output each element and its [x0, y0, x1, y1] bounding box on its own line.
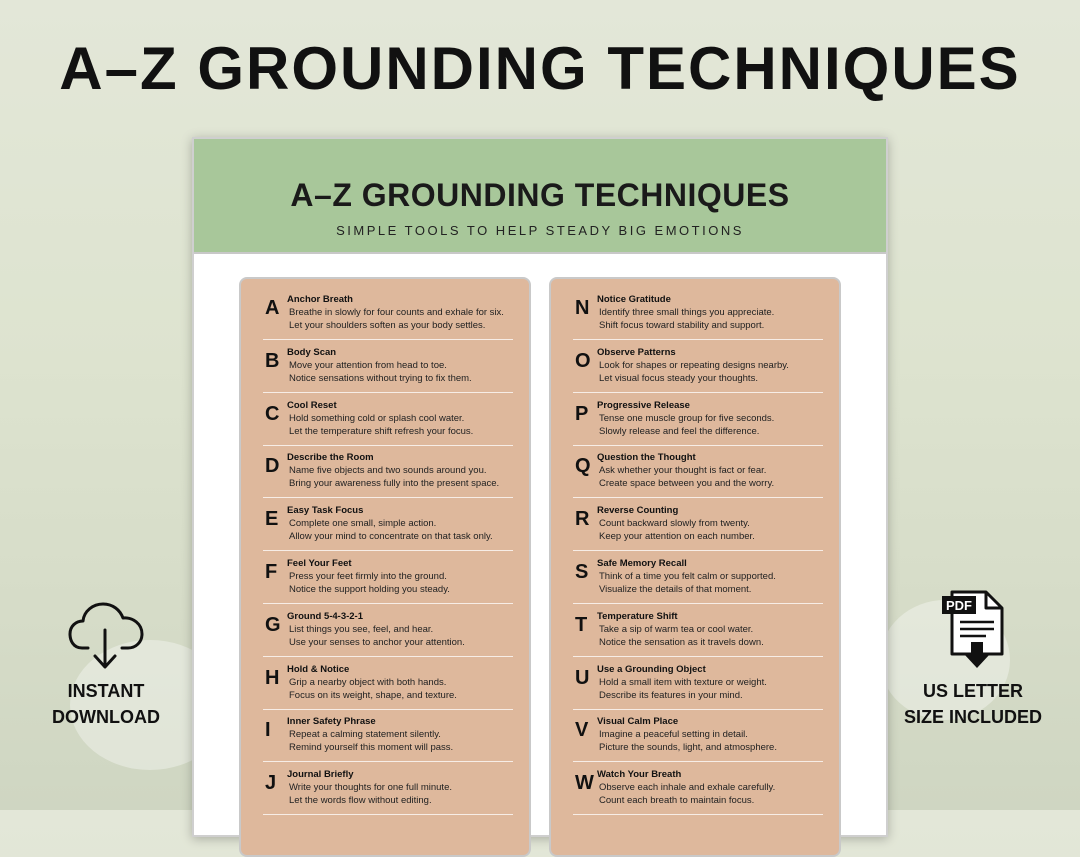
technique-line-2: Use your senses to anchor your attention.	[289, 636, 465, 648]
entry-divider	[263, 814, 513, 815]
technique-line-2: Let the words flow without editing.	[289, 795, 432, 807]
technique-line-2: Notice the support holding you steady.	[289, 584, 450, 595]
technique-line-1: Imagine a peaceful setting in detail.	[599, 729, 748, 741]
sheet-header	[194, 139, 886, 254]
technique-entry	[241, 498, 529, 551]
technique-line-1: Hold a small item with texture or weight.	[599, 676, 767, 688]
technique-line-2: Focus on its weight, shape, and texture.	[289, 689, 457, 701]
technique-entry	[551, 445, 839, 498]
technique-line-1: Grip a nearby object with both hands.	[289, 676, 447, 688]
technique-letter: U	[575, 666, 590, 689]
technique-line-2: Notice the sensation as it travels down.	[599, 636, 764, 648]
technique-line-2: Keep your attention on each number.	[599, 531, 755, 543]
technique-letter: F	[265, 561, 278, 583]
technique-line-1: Name five objects and two sounds around you.	[289, 465, 487, 477]
badge-left-line2: DOWNLOAD	[52, 707, 160, 727]
technique-entry	[551, 551, 839, 604]
technique-line-2: Remind yourself this moment will pass.	[289, 742, 454, 754]
technique-name: Progressive Release	[597, 399, 690, 411]
technique-letter: G	[265, 613, 281, 636]
technique-name: Easy Task Focus	[287, 505, 364, 517]
badge-right-line2: SIZE INCLUDED	[903, 707, 1042, 727]
technique-line-1: Write your thoughts for one full minute.	[289, 782, 452, 794]
technique-entry	[551, 604, 839, 657]
technique-letter: V	[575, 719, 589, 742]
technique-letter: D	[265, 455, 280, 478]
technique-entry	[551, 762, 839, 815]
technique-line-2: Create space between you and the worry.	[599, 478, 775, 490]
technique-line-2: Visualize the details of that moment.	[599, 584, 752, 595]
technique-letter: T	[575, 613, 588, 636]
technique-line-1: Move your attention from head to toe.	[289, 359, 447, 371]
technique-letter: A	[265, 297, 280, 319]
technique-name: Anchor Breath	[287, 294, 353, 305]
sheet-title: A–Z GROUNDING TECHNIQUES	[290, 177, 790, 213]
left-technique-column	[239, 277, 531, 857]
technique-entry	[241, 657, 529, 710]
technique-entry	[241, 393, 529, 446]
technique-line-1: Observe each inhale and exhale carefully.	[599, 782, 776, 794]
technique-line-1: Press your feet firmly into the ground.	[289, 571, 447, 582]
technique-entry	[551, 709, 839, 762]
technique-name: Visual Calm Place	[597, 716, 679, 728]
printable-sheet	[192, 137, 888, 837]
technique-name: Observe Patterns	[597, 346, 676, 358]
technique-letter: H	[265, 666, 280, 689]
technique-line-1: Look for shapes or repeating designs nearby.	[599, 359, 789, 371]
technique-letter: I	[265, 719, 271, 742]
entry-divider	[573, 814, 823, 815]
technique-letter: J	[265, 772, 277, 795]
badge-right-line1: US LETTER	[922, 681, 1023, 701]
technique-line-1: Complete one small, simple action.	[289, 518, 437, 530]
technique-entry	[551, 393, 839, 446]
technique-entry	[551, 340, 839, 393]
technique-name: Cool Reset	[287, 399, 337, 411]
technique-line-1: Take a sip of warm tea or cool water.	[599, 623, 754, 635]
technique-name: Notice Gratitude	[597, 294, 671, 305]
technique-letter: C	[265, 402, 280, 425]
technique-name: Feel Your Feet	[287, 558, 352, 569]
technique-line-2: Let visual focus steady your thoughts.	[599, 372, 758, 384]
technique-letter: N	[575, 297, 590, 319]
technique-line-1: Tense one muscle group for five seconds.	[599, 412, 775, 424]
technique-entry	[241, 340, 529, 393]
technique-line-1: Repeat a calming statement silently.	[289, 729, 441, 741]
technique-name: Body Scan	[287, 346, 337, 358]
technique-line-2: Bring your awareness fully into the present space.	[289, 478, 500, 490]
technique-letter: O	[575, 349, 591, 372]
technique-name: Temperature Shift	[597, 610, 678, 622]
sheet-subtitle: SIMPLE TOOLS TO HELP STEADY BIG EMOTIONS	[336, 223, 744, 238]
technique-name: Question the Thought	[597, 452, 696, 464]
technique-letter: P	[575, 402, 589, 425]
technique-line-2: Describe its features in your mind.	[599, 689, 743, 701]
technique-entry	[551, 498, 839, 551]
technique-letter: W	[575, 772, 594, 795]
technique-name: Use a Grounding Object	[597, 663, 706, 675]
technique-entry	[551, 287, 839, 340]
technique-line-2: Let the temperature shift refresh your focus.	[289, 425, 474, 437]
technique-line-1: Hold something cold or splash cool water.	[289, 412, 465, 424]
page-headline: A–Z GROUNDING TECHNIQUES	[59, 35, 1021, 102]
technique-line-2: Count each breath to maintain focus.	[599, 795, 755, 807]
technique-line-1: Identify three small things you appreciate.	[599, 307, 775, 318]
right-technique-column	[549, 277, 841, 857]
technique-line-2: Slowly release and feel the difference.	[599, 425, 760, 437]
technique-letter: E	[265, 508, 279, 531]
technique-letter: B	[265, 349, 280, 372]
technique-name: Inner Safety Phrase	[287, 716, 376, 728]
technique-letter: S	[575, 561, 589, 583]
technique-entry	[241, 551, 529, 604]
svg-text:PDF: PDF	[946, 598, 972, 613]
technique-letter: Q	[575, 455, 591, 478]
technique-name: Watch Your Breath	[597, 769, 682, 781]
technique-line-2: Picture the sounds, light, and atmosphere.	[599, 742, 777, 754]
technique-name: Ground 5-4-3-2-1	[287, 610, 364, 622]
technique-entry	[241, 445, 529, 498]
technique-line-1: List things you see, feel, and hear.	[289, 623, 434, 635]
technique-entry	[241, 287, 529, 340]
technique-entry	[241, 762, 529, 815]
technique-name: Safe Memory Recall	[597, 558, 687, 569]
technique-line-1: Breathe in slowly for four counts and exhale for six.	[289, 307, 504, 318]
technique-name: Reverse Counting	[597, 505, 679, 517]
technique-line-1: Count backward slowly from twenty.	[599, 518, 750, 530]
technique-entry	[241, 709, 529, 762]
cloud-download-icon	[68, 600, 144, 672]
technique-name: Describe the Room	[287, 452, 374, 464]
badge-left-line1: INSTANT	[67, 681, 145, 701]
technique-line-2: Allow your mind to concentrate on that task only.	[289, 531, 493, 543]
technique-name: Hold & Notice	[287, 663, 350, 675]
technique-entry	[241, 604, 529, 657]
technique-line-1: Think of a time you felt calm or supported.	[599, 571, 776, 582]
technique-entry	[551, 657, 839, 710]
technique-line-1: Ask whether your thought is fact or fear.	[599, 465, 767, 477]
technique-line-2: Shift focus toward stability and support.	[599, 320, 765, 331]
pdf-file-icon	[940, 588, 1008, 672]
technique-name: Journal Briefly	[287, 769, 354, 781]
instant-download-badge	[38, 678, 174, 730]
technique-line-2: Let your shoulders soften as your body settles.	[289, 320, 486, 331]
technique-letter: R	[575, 508, 590, 531]
technique-line-2: Notice sensations without trying to fix them.	[289, 372, 472, 384]
us-letter-badge	[890, 678, 1056, 730]
